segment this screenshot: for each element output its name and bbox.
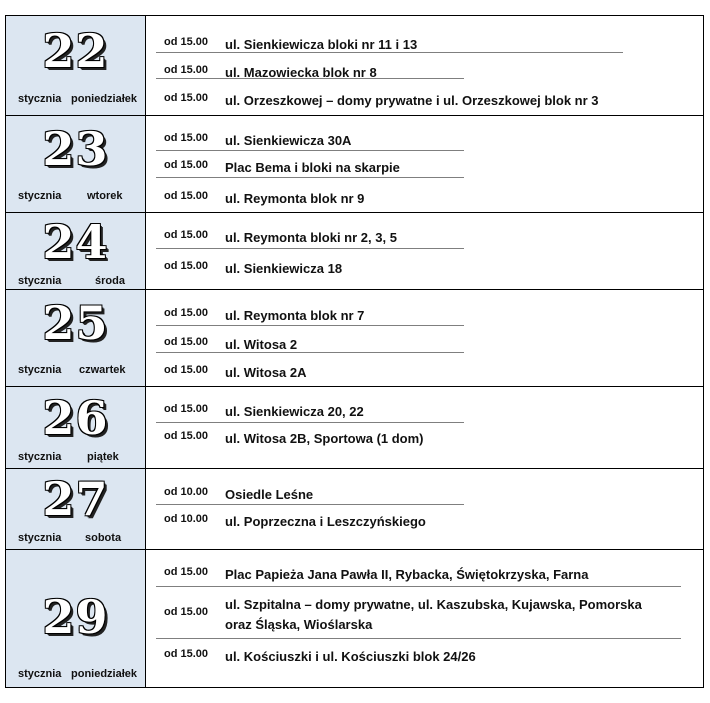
entry-location: ul. Sienkiewicza 30A xyxy=(225,133,352,148)
entry-time: od 15.00 xyxy=(164,36,209,48)
entry-time: od 15.00 xyxy=(164,430,209,442)
weekday-label: czwartek xyxy=(79,364,126,376)
weekday-label: środa xyxy=(95,275,125,287)
collection-schedule-table xyxy=(5,15,704,688)
day-number: 29 xyxy=(42,590,109,644)
day-number: 25 xyxy=(42,296,109,350)
month-label: stycznia xyxy=(18,364,62,376)
month-label: stycznia xyxy=(18,275,62,287)
day-row xyxy=(6,16,703,115)
entry-divider xyxy=(156,586,681,587)
weekday-label: poniedziałek xyxy=(71,668,138,680)
entry-time: od 15.00 xyxy=(164,132,209,144)
entry-divider xyxy=(156,504,464,505)
entry-location: ul. Sienkiewicza 20, 22 xyxy=(225,404,364,419)
entry-time: od 15.00 xyxy=(164,64,209,76)
entry-location: ul. Mazowiecka blok nr 8 xyxy=(225,65,377,80)
day-row xyxy=(6,549,703,687)
month-label: stycznia xyxy=(18,190,62,202)
day-number: 23 xyxy=(42,122,109,176)
month-label: stycznia xyxy=(18,451,62,463)
entry-divider xyxy=(156,78,464,79)
date-cell xyxy=(6,387,146,468)
entry-time: od 15.00 xyxy=(164,364,209,376)
weekday-label: poniedziałek xyxy=(71,93,138,105)
entry-divider xyxy=(156,177,464,178)
entry-divider xyxy=(156,248,464,249)
weekday-label: piątek xyxy=(87,451,119,463)
day-number: 24 xyxy=(42,215,109,269)
entry-location: Plac Bema i bloki na skarpie xyxy=(225,160,400,175)
day-row xyxy=(6,386,703,468)
entry-divider xyxy=(156,52,623,53)
entry-divider xyxy=(156,638,681,639)
entry-location: ul. Szpitalna – domy prywatne, ul. Kaszubska, Kujawska, Pomorska oraz Śląska, Wioślarska xyxy=(225,597,642,632)
date-cell xyxy=(6,290,146,386)
entry-location: ul. Reymonta blok nr 7 xyxy=(225,308,365,323)
entry-time: od 15.00 xyxy=(164,229,209,241)
entry-divider xyxy=(156,150,464,151)
entry-divider xyxy=(156,352,464,353)
entry-time: od 15.00 xyxy=(164,606,209,618)
entry-location: ul. Witosa 2A xyxy=(225,365,307,380)
entry-location: Osiedle Leśne xyxy=(225,487,314,502)
entry-location: ul. Reymonta bloki nr 2, 3, 5 xyxy=(225,230,397,245)
entry-divider xyxy=(156,325,464,326)
weekday-label: wtorek xyxy=(87,190,123,202)
entry-time: od 15.00 xyxy=(164,403,209,415)
month-label: stycznia xyxy=(18,93,62,105)
entry-location: ul. Poprzeczna i Leszczyńskiego xyxy=(225,514,426,529)
day-row xyxy=(6,212,703,289)
entry-location: ul. Sienkiewicza 18 xyxy=(225,261,343,276)
date-cell xyxy=(6,469,146,549)
day-number: 27 xyxy=(42,472,109,526)
entry-time: od 15.00 xyxy=(164,566,209,578)
entry-divider xyxy=(156,422,464,423)
date-cell xyxy=(6,213,146,289)
date-cell xyxy=(6,116,146,212)
month-label: stycznia xyxy=(18,668,62,680)
date-cell xyxy=(6,16,146,115)
entry-location: ul. Sienkiewicza bloki nr 11 i 13 xyxy=(225,37,418,52)
entry-location: ul. Witosa 2 xyxy=(225,337,298,352)
weekday-label: sobota xyxy=(85,532,122,544)
entry-time: od 15.00 xyxy=(164,260,209,272)
day-row xyxy=(6,115,703,212)
entry-location: ul. Kościuszki i ul. Kościuszki blok 24/26 xyxy=(225,649,476,664)
entry-time: od 15.00 xyxy=(164,159,209,171)
day-row xyxy=(6,468,703,549)
entry-time: od 15.00 xyxy=(164,648,209,660)
entry-location: ul. Reymonta blok nr 9 xyxy=(225,191,365,206)
month-label: stycznia xyxy=(18,532,62,544)
date-cell xyxy=(6,550,146,687)
entry-time: od 10.00 xyxy=(164,513,209,525)
entry-time: od 15.00 xyxy=(164,92,209,104)
entry-time: od 15.00 xyxy=(164,336,209,348)
day-row xyxy=(6,289,703,386)
entry-location: Plac Papieża Jana Pawła II, Rybacka, Świętokrzyska, Farna xyxy=(225,567,589,582)
entry-time: od 15.00 xyxy=(164,190,209,202)
entry-time: od 10.00 xyxy=(164,486,209,498)
day-number: 22 xyxy=(42,24,109,78)
entry-location: ul. Witosa 2B, Sportowa (1 dom) xyxy=(225,431,424,446)
entry-location: ul. Orzeszkowej – domy prywatne i ul. Orzeszkowej blok nr 3 xyxy=(225,93,599,108)
day-number: 26 xyxy=(42,391,109,445)
entry-time: od 15.00 xyxy=(164,307,209,319)
